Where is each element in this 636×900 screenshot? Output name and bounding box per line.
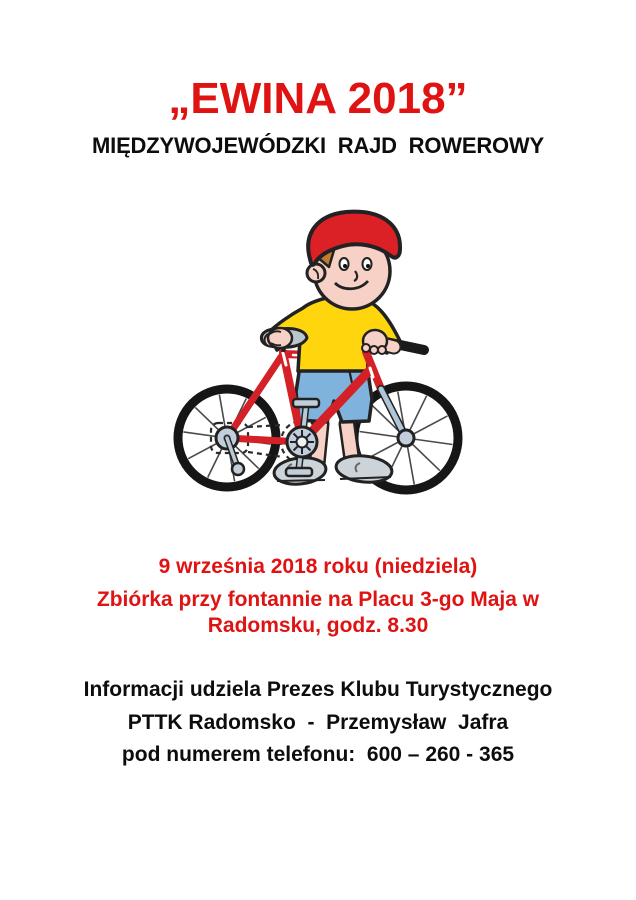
bicycle-boy-graphic (165, 205, 475, 520)
poster-title: „EWINA 2018” (168, 74, 468, 123)
boy-eye-left (340, 258, 349, 270)
boy-ear (307, 264, 325, 282)
contact-line-3: pod numerem telefonu: 600 – 260 - 365 (121, 743, 515, 766)
boy-with-bicycle-illustration (165, 205, 475, 520)
event-date-line: 9 września 2018 roku (niedziela) (158, 555, 478, 578)
bike-front-hub (398, 430, 414, 446)
contact-line-2: PTTK Radomsko - Przemysław Jafra (127, 711, 509, 734)
meeting-line-1: Zbiórka przy fontannie na Placu 3-go Maja w (96, 588, 540, 611)
event-meeting-line (0, 587, 636, 639)
boy-head (307, 212, 400, 309)
poster-subtitle: MIĘDZYWOJEWÓDZKI RAJD ROWEROWY (92, 133, 544, 158)
boy-eye-right (363, 258, 372, 270)
meeting-line-2: Radomsku, godz. 8.30 (207, 614, 429, 637)
contact-line-1: Informacji udziela Prezes Klubu Turystycznego (83, 678, 553, 701)
